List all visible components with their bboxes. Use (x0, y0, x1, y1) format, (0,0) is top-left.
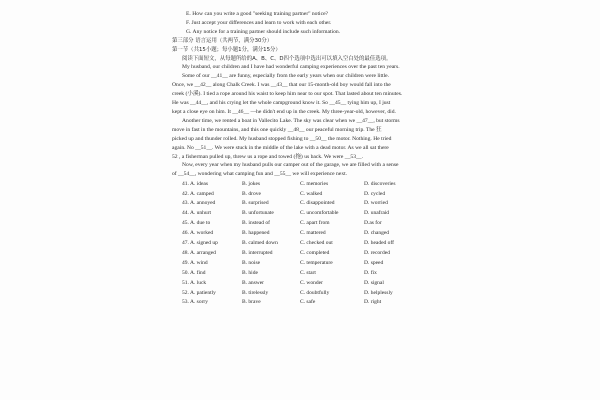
passage-line: move in fast in the mountains, and this one quickly __48__ our peaceful morning trip. The 狂 (172, 126, 382, 133)
choice-row (182, 229, 424, 239)
choice-b: B. answer (242, 279, 264, 286)
choice-c: C. walked (300, 190, 323, 197)
previous-option-e: E. How can you write a good "seeking training partner" notice? (186, 11, 329, 17)
subsection-title: 第一节（共15小题；每小题1分，满分15分） (172, 46, 281, 53)
choice-a: 50. A. find (182, 269, 206, 276)
choice-a: 53. A. sorry (182, 299, 208, 306)
choice-a: 47. A. signed up (182, 240, 218, 247)
passage-line: creek (小溪). I tied a rope around his waist to keep him near to our spot. That lasted about ten minutes. (172, 91, 403, 98)
choice-b: B. surprised (242, 200, 269, 207)
choice-c: C. disappointed (300, 200, 335, 207)
choice-row (182, 298, 424, 308)
passage (172, 63, 442, 179)
choice-d: D. worried (364, 200, 388, 207)
choice-d: D. right (364, 299, 382, 306)
choice-d: D. signal (364, 279, 384, 286)
choice-d: D.as for (364, 220, 382, 227)
choice-d: D. headed off (364, 240, 394, 247)
passage-line: Some of our __41__ are funny, especially from the early years when our children were little. (182, 73, 390, 80)
choice-c: C. mattered (300, 230, 326, 237)
passage-line: 52 , a fisherman pulled up, threw us a rope and towed (拖) us back. We were __53__. (172, 153, 363, 160)
choice-d: D. unafraid (364, 210, 390, 217)
passage-line: Another time, we rented a boat in Vallecito Lake. The sky was clear when we __47__, but storms (182, 117, 400, 124)
choice-row (182, 189, 424, 199)
choice-row (182, 278, 424, 288)
choice-a: 51. A. luck (182, 279, 207, 286)
choice-b: B. brave (242, 299, 261, 306)
choice-c: C. doubtfully (300, 289, 330, 296)
choice-c: C. safe (300, 299, 316, 306)
choice-b: B. tirelessly (242, 289, 269, 296)
choice-b: B. interrupted (242, 249, 273, 256)
choice-b: B. hide (242, 269, 258, 276)
instructions: 阅读下面短文，从每题所给的A、B、C、D四个选项中选出可以填入空白处的最佳选项。 (182, 55, 392, 62)
choice-c: C. completed (300, 249, 330, 256)
choice-row (182, 179, 424, 189)
passage-line: Once, we __42__ along Chalk Creek. I was __43__ that our 15-month-old boy would fall into the (172, 82, 391, 89)
passage-line: He was __44__, and his crying let the whole campground know it. So __45__ tying him up, I just (172, 100, 391, 107)
choice-row (182, 288, 424, 298)
choice-c: C. apart from (300, 220, 330, 227)
choice-d: D. fix (364, 269, 377, 276)
choice-d: D. helplessly (364, 289, 393, 296)
choice-row (182, 239, 424, 249)
choice-row (182, 258, 424, 268)
choice-a: 43. A. annoyed (182, 200, 216, 207)
choice-row (182, 199, 424, 209)
choice-row (182, 268, 424, 278)
choice-a: 48. A. arranged (182, 249, 216, 256)
choice-c: C. checked out (300, 240, 333, 247)
choice-a: 41. A. ideas (182, 180, 208, 187)
choice-d: D. recorded (364, 249, 390, 256)
choice-row (182, 219, 424, 229)
choice-b: B. instead of (242, 220, 270, 227)
previous-option-g: G. Any notice for a training partner should include such information. (186, 28, 341, 35)
choice-d: D. discoveries (364, 180, 396, 187)
document-content (172, 10, 442, 308)
choice-d: D. changed (364, 230, 390, 237)
choice-c: C. memories (300, 180, 329, 187)
choices-table (182, 179, 424, 308)
choice-a: 45. A. due to (182, 220, 211, 227)
choice-b: B. jokes (242, 180, 261, 187)
choice-a: 52. A. patiently (182, 289, 216, 296)
choice-b: B. drove (242, 190, 261, 197)
choice-row (182, 209, 424, 219)
choice-b: B. unfortunate (242, 210, 274, 217)
choice-a: 44. A. unhurt (182, 210, 212, 217)
passage-line: kept a close eye on him. It __46__ —he didn't end up in the creek. My three-year-old, however, did. (172, 108, 396, 115)
section-title: 第三部分 语言运用（共两节，满分30分） (172, 37, 273, 44)
choice-c: C. wonder (300, 279, 323, 286)
choice-c: C. temperature (300, 259, 333, 266)
passage-line: again. No __51__. We were stuck in the middle of the lake with a dead motor. As we all sat there (172, 144, 389, 151)
choice-row (182, 248, 424, 258)
choice-a: 46. A. worked (182, 230, 214, 237)
choice-c: C. start (300, 269, 316, 276)
choice-b: B. noise (242, 259, 261, 266)
choice-a: 42. A. camped (182, 190, 214, 197)
choice-b: B. happened (242, 230, 270, 237)
passage-line: Now, every year when my husband pulls our camper out of the garage, we are filled with a sense (182, 162, 399, 169)
choice-a: 49. A. wind (182, 259, 208, 266)
choice-b: B. calmed down (242, 240, 278, 247)
previous-option-f: F. Just accept your differences and learn to work with each other. (186, 19, 332, 26)
choice-d: D. cycled (364, 190, 386, 197)
choice-d: D. speed (364, 259, 384, 266)
passage-line: of __54__, wondering what camping fun and __55__ we will experience next. (172, 171, 348, 178)
choice-c: C. uncomfortable (300, 210, 339, 217)
passage-line: picked up and thunder rolled. My husband stopped fishing to __50__ the motor. Nothing. He tried (172, 135, 392, 142)
passage-line: My husband, our children and I have had wonderful camping experiences over the past ten years. (182, 64, 400, 71)
